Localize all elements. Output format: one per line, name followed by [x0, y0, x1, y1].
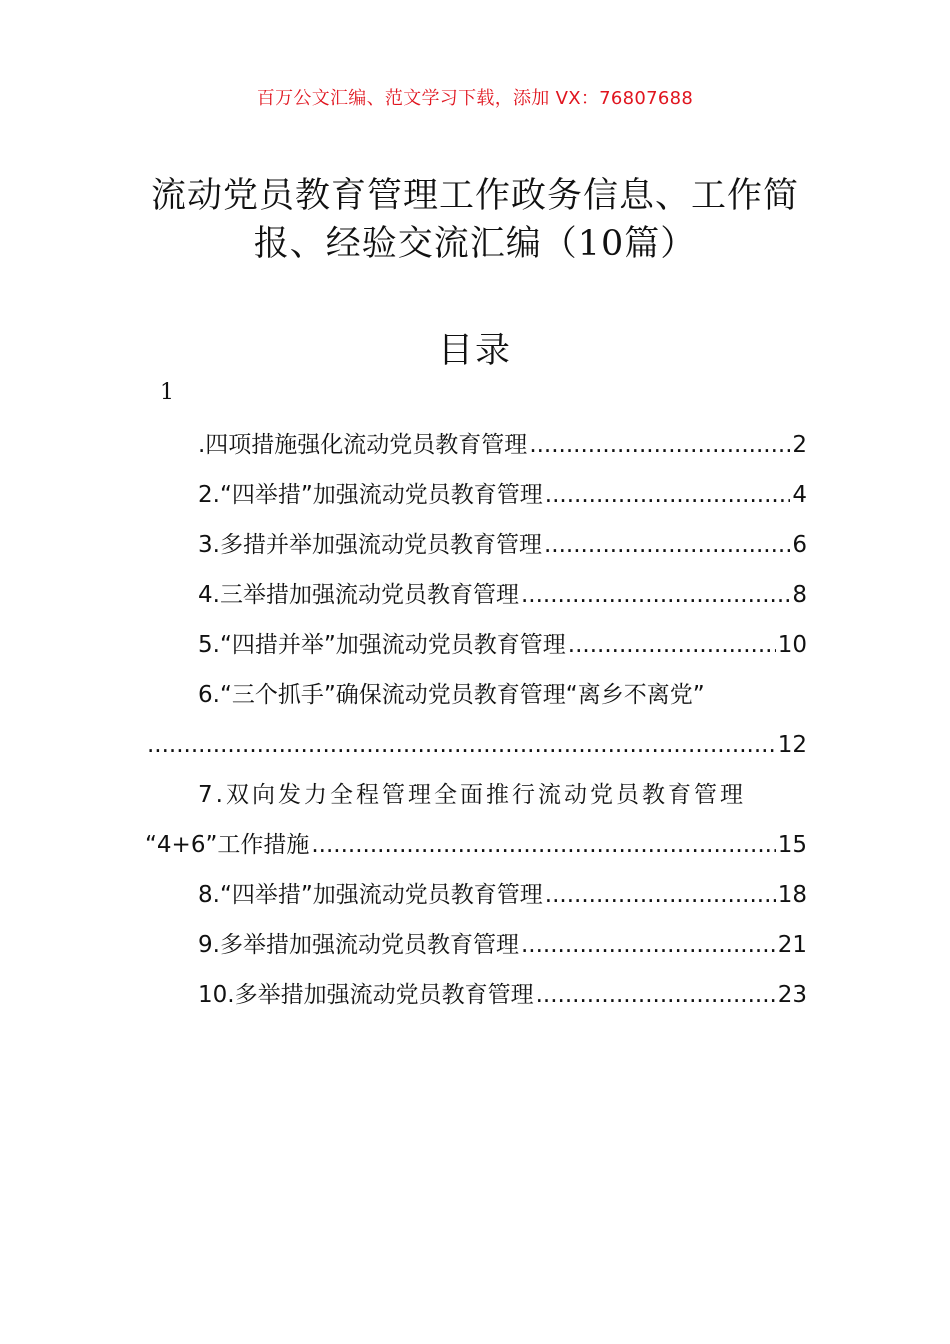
dot-leader [147, 720, 776, 770]
toc-entry-4[interactable] [145, 570, 807, 620]
toc-heading: 目录 [437, 331, 512, 371]
dot-leader [545, 470, 791, 520]
dot-leader [521, 920, 776, 970]
toc-entry-label: 5.“四措并举”加强流动党员教育管理 [198, 632, 566, 658]
toc-entry-6-line-1[interactable] [145, 670, 807, 720]
toc-entry-8[interactable] [145, 870, 807, 920]
toc-entry-9[interactable] [145, 920, 807, 970]
toc-entry-page: 18 [777, 882, 807, 908]
dot-leader [529, 420, 790, 470]
toc-entry-label: 4.三举措加强流动党员教育管理 [198, 582, 519, 608]
toc-entry-3[interactable] [145, 520, 807, 570]
toc-entry-6-line-2[interactable] [145, 720, 807, 770]
toc-entry-label: 6.“三个抓手”确保流动党员教育管理“离乡不离党” [198, 682, 705, 708]
toc-entry-label: 10.多举措加强流动党员教育管理 [198, 982, 534, 1008]
toc-entry-label: 7.双向发力全程管理全面推行流动党员教育管理 [198, 782, 746, 808]
title-line-2 [140, 220, 810, 268]
toc-entry-2[interactable] [145, 470, 807, 520]
table-of-contents [145, 420, 807, 1020]
toc-entry-7-line-2[interactable] [145, 820, 807, 870]
toc-entry-label: 2.“四举措”加强流动党员教育管理 [198, 482, 543, 508]
header-note: 百万公文汇编、范文学习下载，添加 VX：76807688 [256, 88, 694, 109]
title-line-1: 流动党员教育管理工作政务信息、工作简 [150, 176, 799, 216]
toc-entry-7-line-1[interactable] [145, 770, 807, 820]
title-line-2-number: 10 [577, 224, 625, 264]
toc-entry-page: 6 [792, 532, 807, 558]
toc-entry-label-continued: “4+6”工作措施 [145, 832, 310, 858]
toc-entry-page: 21 [777, 932, 807, 958]
dot-leader [544, 520, 790, 570]
toc-entry-page: 4 [792, 482, 807, 508]
toc-entry-10[interactable] [145, 970, 807, 1020]
toc-entry-5[interactable] [145, 620, 807, 670]
toc-entry-page: 12 [777, 732, 807, 758]
toc-entry-label: 9.多举措加强流动党员教育管理 [198, 932, 519, 958]
toc-entry-1[interactable] [145, 420, 807, 470]
toc-entry-page: 10 [777, 632, 807, 658]
dot-leader [536, 970, 776, 1020]
toc-entry-label: 8.“四举措”加强流动党员教育管理 [198, 882, 543, 908]
dot-leader [545, 870, 776, 920]
document-title [140, 172, 810, 268]
toc-entry-page: 15 [777, 832, 807, 858]
stray-number: 1 [160, 380, 174, 405]
toc-entry-page: 23 [777, 982, 807, 1008]
title-line-2-post: 篇） [624, 224, 697, 264]
dot-leader [311, 820, 775, 870]
dot-leader [521, 570, 790, 620]
toc-entry-label: .四项措施强化流动党员教育管理 [198, 432, 528, 458]
toc-entry-page: 2 [792, 432, 807, 458]
toc-entry-page: 8 [792, 582, 807, 608]
toc-entry-label: 3.多措并举加强流动党员教育管理 [198, 532, 542, 558]
dot-leader [568, 620, 776, 670]
title-line-2-pre: 报、经验交流汇编（ [253, 224, 578, 264]
